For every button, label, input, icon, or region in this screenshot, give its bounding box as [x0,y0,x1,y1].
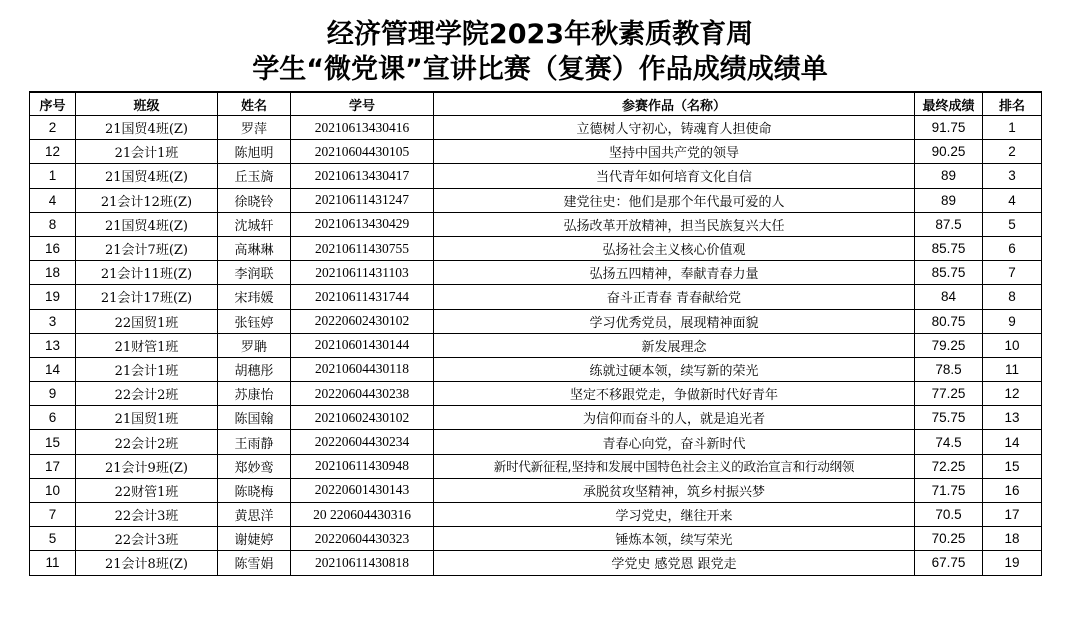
cell-rank: 15 [983,454,1042,478]
cell-score: 89 [915,188,983,212]
cell-name: 陈雪娟 [218,551,291,575]
cell-rank: 7 [983,261,1042,285]
cell-name: 罗聃 [218,333,291,357]
cell-seq: 18 [30,261,76,285]
cell-student-id: 20210601430144 [291,333,434,357]
cell-rank: 9 [983,309,1042,333]
cell-student-id: 20220604430323 [291,527,434,551]
cell-name: 王雨静 [218,430,291,454]
cell-seq: 8 [30,212,76,236]
table-row [30,551,1042,575]
table-row [30,188,1042,212]
header-student-id: 学号 [291,92,434,116]
cell-name: 谢婕婷 [218,527,291,551]
cell-name: 丘玉旖 [218,164,291,188]
cell-seq: 3 [30,309,76,333]
cell-work: 承脱贫攻坚精神，筑乡村振兴梦 [434,478,915,502]
cell-seq: 13 [30,333,76,357]
cell-seq: 16 [30,236,76,260]
cell-score: 91.75 [915,116,983,140]
cell-work: 坚持中国共产党的领导 [434,140,915,164]
cell-seq: 12 [30,140,76,164]
table-row [30,309,1042,333]
cell-work: 坚定不移跟党走，争做新时代好青年 [434,382,915,406]
cell-class: 22国贸1班 [76,309,218,333]
cell-name: 黄思洋 [218,503,291,527]
cell-score: 75.75 [915,406,983,430]
cell-name: 李润联 [218,261,291,285]
cell-work: 学习优秀党员，展现精神面貌 [434,309,915,333]
table-row [30,454,1042,478]
cell-rank: 17 [983,503,1042,527]
cell-name: 沈城轩 [218,212,291,236]
header-seq: 序号 [30,92,76,116]
cell-score: 89 [915,164,983,188]
cell-name: 张钰婷 [218,309,291,333]
cell-name: 陈国翰 [218,406,291,430]
cell-class: 21会计7班(Z) [76,236,218,260]
cell-rank: 12 [983,382,1042,406]
header-name: 姓名 [218,92,291,116]
cell-student-id: 20220604430234 [291,430,434,454]
cell-class: 21会计12班(Z) [76,188,218,212]
table-row [30,116,1042,140]
cell-class: 21会计9班(Z) [76,454,218,478]
cell-score: 70.5 [915,503,983,527]
cell-seq: 19 [30,285,76,309]
cell-rank: 18 [983,527,1042,551]
cell-class: 21会计8班(Z) [76,551,218,575]
cell-student-id: 20210602430102 [291,406,434,430]
cell-seq: 9 [30,382,76,406]
cell-class: 21国贸1班 [76,406,218,430]
cell-rank: 14 [983,430,1042,454]
cell-work: 为信仰而奋斗的人，就是追光者 [434,406,915,430]
cell-work: 当代青年如何培育文化自信 [434,164,915,188]
title-line-1: 经济管理学院2023年秋素质教育周 [326,19,754,50]
table-row [30,140,1042,164]
cell-score: 72.25 [915,454,983,478]
cell-student-id: 20210611430948 [291,454,434,478]
cell-seq: 2 [30,116,76,140]
title-line-2: 学生“微党课”宣讲比赛（复赛）作品成绩成绩单 [252,54,828,85]
cell-score: 78.5 [915,357,983,381]
cell-name: 苏康怡 [218,382,291,406]
cell-student-id: 20210611430818 [291,551,434,575]
cell-class: 21会计17班(Z) [76,285,218,309]
cell-work: 弘扬五四精神，奉献青春力量 [434,261,915,285]
cell-class: 21会计1班 [76,357,218,381]
cell-rank: 8 [983,285,1042,309]
table-body [30,116,1042,576]
cell-student-id: 20210604430105 [291,140,434,164]
cell-score: 67.75 [915,551,983,575]
cell-seq: 15 [30,430,76,454]
cell-work: 练就过硬本领，续写新的荣光 [434,357,915,381]
table-row [30,406,1042,430]
table-row [30,357,1042,381]
cell-score: 80.75 [915,309,983,333]
cell-rank: 6 [983,236,1042,260]
cell-student-id: 20210611431744 [291,285,434,309]
cell-rank: 3 [983,164,1042,188]
cell-rank: 11 [983,357,1042,381]
header-work: 参赛作品（名称） [434,92,915,116]
cell-rank: 10 [983,333,1042,357]
cell-work: 学党史 感党恩 跟党走 [434,551,915,575]
table-header-row [30,92,1042,116]
table-row [30,333,1042,357]
cell-rank: 2 [983,140,1042,164]
cell-class: 21财管1班 [76,333,218,357]
cell-work: 弘扬改革开放精神，担当民族复兴大任 [434,212,915,236]
cell-class: 22会计3班 [76,503,218,527]
cell-student-id: 20210611431247 [291,188,434,212]
cell-rank: 4 [983,188,1042,212]
cell-student-id: 20220601430143 [291,478,434,502]
cell-work: 立德树人守初心，铸魂育人担使命 [434,116,915,140]
cell-seq: 17 [30,454,76,478]
cell-rank: 1 [983,116,1042,140]
cell-class: 21会计1班 [76,140,218,164]
cell-student-id: 20210611431103 [291,261,434,285]
table-row [30,285,1042,309]
cell-work: 建党往史：他们是那个年代最可爱的人 [434,188,915,212]
cell-score: 74.5 [915,430,983,454]
cell-work: 弘扬社会主义核心价值观 [434,236,915,260]
cell-rank: 19 [983,551,1042,575]
cell-score: 85.75 [915,236,983,260]
cell-class: 21国贸4班(Z) [76,164,218,188]
cell-work: 新时代新征程,坚持和发展中国特色社会主义的政治宣言和行动纲领 [434,454,915,478]
table-row [30,382,1042,406]
cell-name: 罗萍 [218,116,291,140]
cell-name: 郑妙鸾 [218,454,291,478]
document-title [0,18,1080,87]
cell-student-id: 20210613430417 [291,164,434,188]
cell-seq: 4 [30,188,76,212]
cell-score: 85.75 [915,261,983,285]
cell-score: 90.25 [915,140,983,164]
cell-student-id: 20 220604430316 [291,503,434,527]
cell-seq: 5 [30,527,76,551]
cell-seq: 1 [30,164,76,188]
cell-student-id: 20220602430102 [291,309,434,333]
table-row [30,212,1042,236]
cell-seq: 7 [30,503,76,527]
cell-name: 高琳琳 [218,236,291,260]
cell-class: 22会计2班 [76,430,218,454]
cell-work: 青春心向党，奋斗新时代 [434,430,915,454]
table-row [30,478,1042,502]
cell-name: 徐晓铃 [218,188,291,212]
cell-score: 71.75 [915,478,983,502]
cell-name: 胡穗彤 [218,357,291,381]
table-row [30,236,1042,260]
cell-rank: 16 [983,478,1042,502]
cell-seq: 11 [30,551,76,575]
cell-score: 79.25 [915,333,983,357]
header-class: 班级 [76,92,218,116]
cell-work: 新发展理念 [434,333,915,357]
table-row [30,503,1042,527]
cell-class: 22会计3班 [76,527,218,551]
cell-name: 宋玮媛 [218,285,291,309]
cell-seq: 10 [30,478,76,502]
cell-seq: 6 [30,406,76,430]
cell-class: 21会计11班(Z) [76,261,218,285]
cell-score: 77.25 [915,382,983,406]
cell-name: 陈晓梅 [218,478,291,502]
cell-student-id: 20210613430416 [291,116,434,140]
cell-student-id: 20210611430755 [291,236,434,260]
score-table [29,91,1042,576]
table-row [30,164,1042,188]
cell-work: 学习党史，继往开来 [434,503,915,527]
cell-score: 87.5 [915,212,983,236]
table-row [30,430,1042,454]
cell-work: 锤炼本领，续写荣光 [434,527,915,551]
table-row [30,261,1042,285]
header-score: 最终成绩 [915,92,983,116]
cell-student-id: 20220604430238 [291,382,434,406]
cell-class: 22财管1班 [76,478,218,502]
cell-name: 陈旭明 [218,140,291,164]
header-rank: 排名 [983,92,1042,116]
cell-score: 84 [915,285,983,309]
cell-seq: 14 [30,357,76,381]
cell-rank: 13 [983,406,1042,430]
cell-class: 22会计2班 [76,382,218,406]
cell-student-id: 20210613430429 [291,212,434,236]
cell-class: 21国贸4班(Z) [76,212,218,236]
cell-score: 70.25 [915,527,983,551]
cell-class: 21国贸4班(Z) [76,116,218,140]
table-row [30,527,1042,551]
cell-work: 奋斗正青春 青春献给党 [434,285,915,309]
cell-rank: 5 [983,212,1042,236]
cell-student-id: 20210604430118 [291,357,434,381]
